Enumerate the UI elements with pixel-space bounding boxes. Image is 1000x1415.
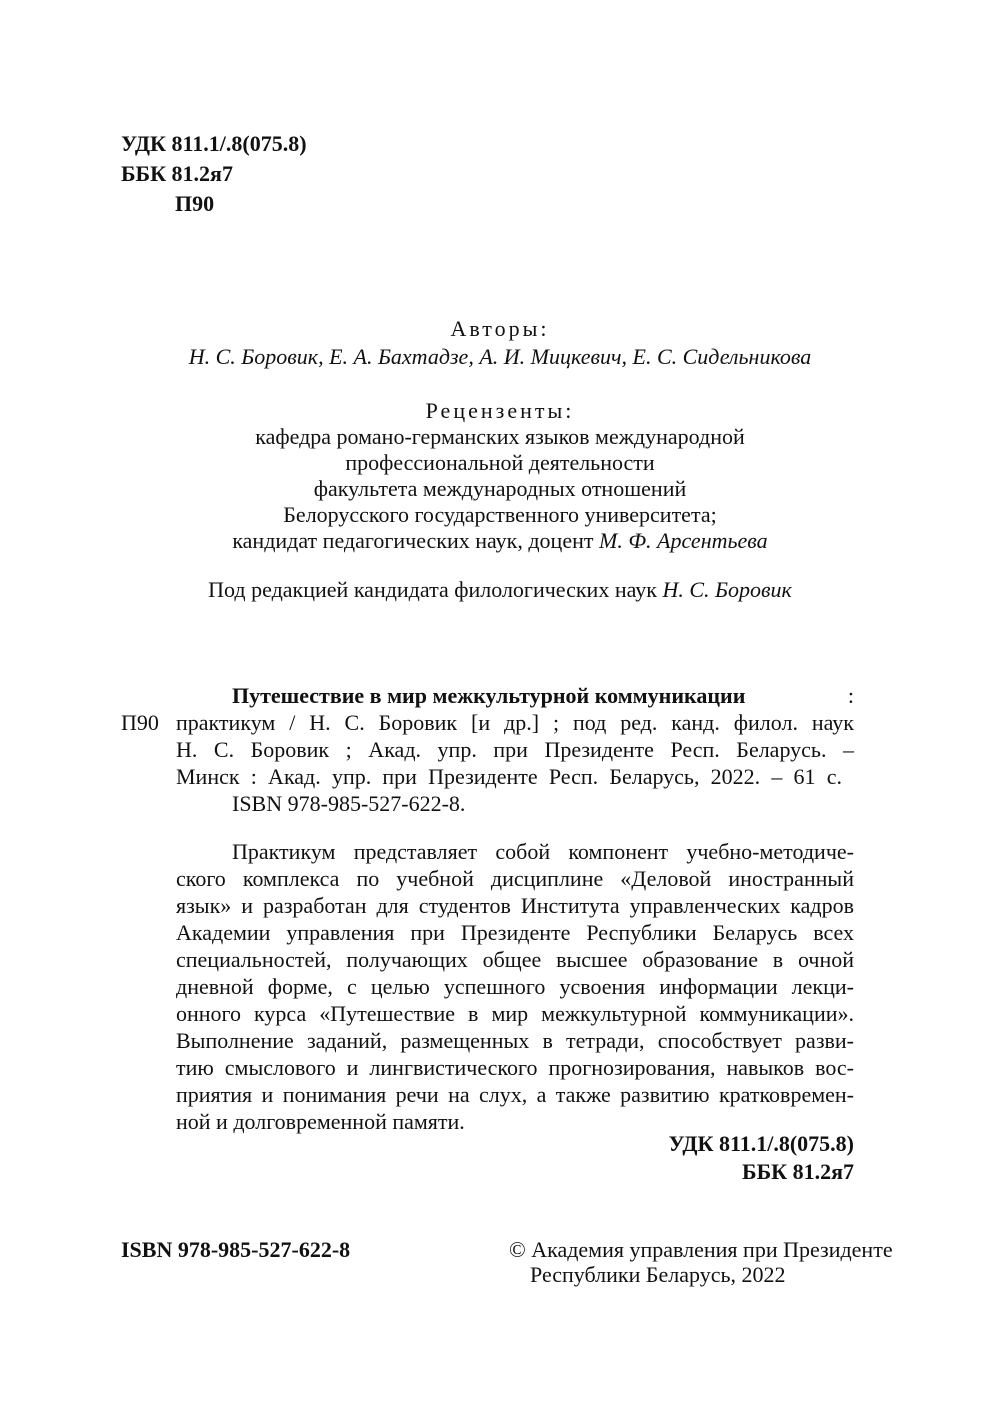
bib-line: Минск : Акад. упр. при Президенте Респ. Беларусь, 2022. – 61 с.	[176, 764, 842, 789]
annotation-line: ной и долговременной памяти.	[176, 1109, 465, 1134]
reviewers-heading: Рецензенты:	[425, 398, 575, 423]
annotation-line: Академии управления при Президенте Республики Беларусь всех	[176, 920, 854, 945]
editor-prefix: Под редакцией кандидата филологических наук	[208, 577, 657, 602]
bib-isbn: ISBN 978-985-527-622-8.	[232, 791, 466, 816]
imprint-isbn: ISBN 978-985-527-622-8	[121, 1237, 351, 1262]
reviewer-name: М. Ф. Арсентьева	[599, 528, 768, 553]
reviewer-last-line	[0, 528, 1000, 554]
book-title: Путешествие в мир межкультурной коммуникации	[232, 683, 746, 708]
bbk-code: ББК 81.2я7	[121, 161, 233, 186]
authors-heading: Авторы:	[450, 316, 550, 341]
bib-sign: П90	[121, 710, 159, 735]
annotation-line: Выполнение заданий, размещенных в тетради, способствует разви-	[176, 1028, 854, 1053]
copyright-line: Республики Беларусь, 2022	[530, 1262, 786, 1287]
bib-line: Н. С. Боровик ; Акад. упр. при Президенте Респ. Беларусь. –	[176, 737, 854, 762]
annotation-line: язык» и разработан для студентов Института управленческих кадров	[176, 893, 854, 918]
reviewer-degree: кандидат педагогических наук, доцент	[232, 528, 594, 553]
copyright-line: © Академия управления при Президенте	[509, 1237, 893, 1262]
annotation-line: ского комплекса по учебной дисциплине «Деловой иностранный	[176, 866, 854, 891]
authors-section	[0, 316, 1000, 370]
reviewer-line: кафедра романо-германских языков международной	[255, 424, 745, 449]
title-colon: :	[847, 683, 854, 708]
reviewer-line: факультета международных отношений	[313, 476, 687, 501]
annotation-line: специальностей, получающих общее высшее образование в очной	[176, 947, 854, 972]
footer-udk-code: УДК 811.1/.8(075.8)	[668, 1131, 854, 1156]
editor-line	[0, 577, 1000, 603]
bib-line: практикум / Н. С. Боровик [и др.] ; под ред. канд. филол. наук	[176, 710, 854, 735]
annotation-line: Практикум представляет собой компонент учебно-методиче-	[232, 839, 854, 864]
authors-names: Н. С. Боровик, Е. А. Бахтадзе, А. И. Мицкевич, Е. С. Сидельникова	[188, 344, 812, 369]
annotation-line: дневной форме, с целью успешного усвоения информации лекци-	[176, 974, 854, 999]
bib-title-line	[232, 683, 854, 709]
author-sign: П90	[175, 191, 215, 216]
udk-code: УДК 811.1/.8(075.8)	[121, 131, 307, 156]
editor-name: Н. С. Боровик	[662, 577, 792, 602]
reviewer-line: профессиональной деятельности	[345, 450, 655, 475]
annotation-line: тию смыслового и лингвистического прогнозирования, навыков вос-	[176, 1055, 854, 1080]
reviewers-section	[0, 398, 1000, 554]
reviewer-line: Белорусского государственного университета;	[283, 502, 717, 527]
annotation-line: онного курса «Путешествие в мир межкультурной коммуникации».	[176, 1001, 854, 1026]
footer-bbk-code: ББК 81.2я7	[742, 1159, 854, 1184]
annotation-line: приятия и понимания речи на слух, а также развитию кратковремен-	[176, 1082, 854, 1107]
